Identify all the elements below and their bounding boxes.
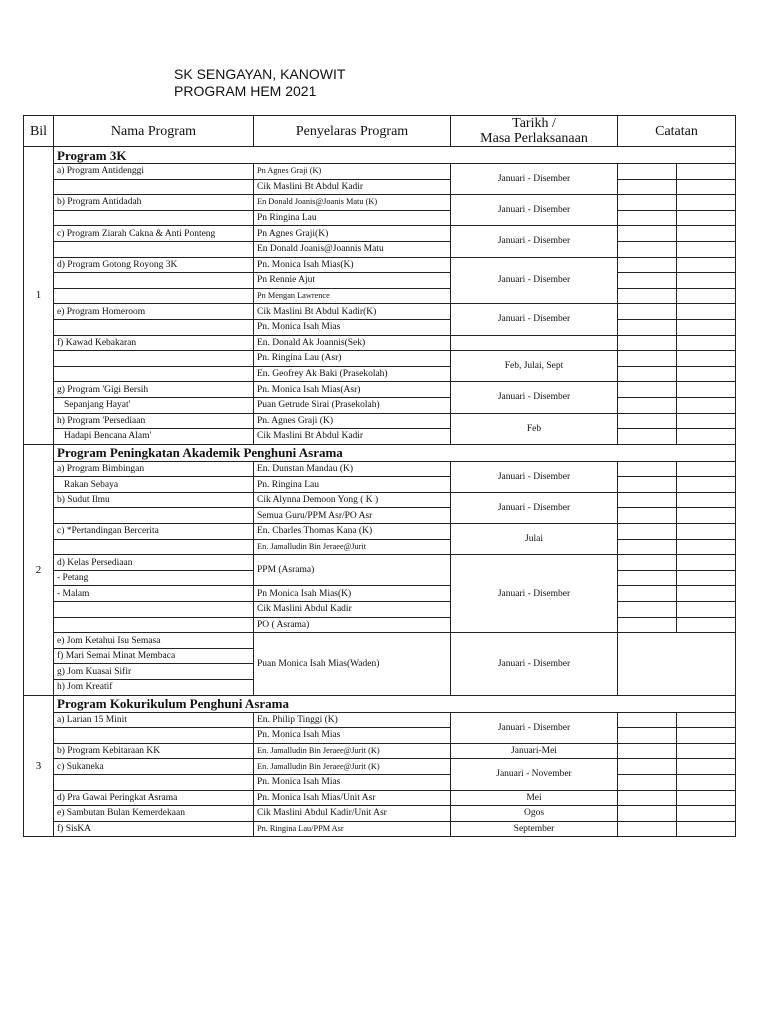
program-name: d) Kelas Persediaan <box>54 555 254 571</box>
program-name <box>54 602 254 618</box>
table-row <box>24 759 736 775</box>
coordinator: Pn. Monica Isah Mias <box>254 774 451 790</box>
table-row <box>24 774 736 790</box>
program-name: b) Sudut Ilmu <box>54 492 254 508</box>
program-name: - Malam <box>54 586 254 602</box>
coordinator: Pn. Ringina Lau (Asr) <box>254 351 451 367</box>
table-row <box>24 335 736 351</box>
section-title: Program 3K <box>54 147 736 164</box>
program-name: - Petang <box>54 570 254 586</box>
schedule: Feb <box>451 413 618 444</box>
program-table <box>23 115 736 837</box>
table-row <box>24 195 736 211</box>
catatan-cell <box>677 288 736 304</box>
program-name: a) Program Bimbingan <box>54 461 254 477</box>
table-row <box>24 226 736 242</box>
catatan-cell <box>618 508 677 524</box>
section-title: Program Peningkatan Akademik Penghuni Asrama <box>54 444 736 461</box>
catatan-cell <box>618 555 677 571</box>
table-row <box>24 633 736 649</box>
table-row <box>24 429 736 445</box>
coordinator: Pn. Monica Isah Mias <box>254 319 451 335</box>
catatan-cell <box>618 743 677 759</box>
catatan-cell <box>677 319 736 335</box>
catatan-cell <box>677 806 736 822</box>
program-name: c) Sukaneka <box>54 759 254 775</box>
schedule: Januari - Disember <box>451 164 618 195</box>
program-name: d) Program Gotong Royong 3K <box>54 257 254 273</box>
coordinator: Puan Monica Isah Mias(Waden) <box>254 633 451 695</box>
program-name: e) Program Homeroom <box>54 304 254 320</box>
program-name: f) SisKA <box>54 821 254 837</box>
program-name <box>54 179 254 195</box>
catatan-cell <box>677 821 736 837</box>
schedule: Januari - Disember <box>451 382 618 413</box>
catatan-cell <box>618 382 677 398</box>
coordinator: Puan Getrude Sirai (Prasekolah) <box>254 397 451 413</box>
catatan-cell <box>677 790 736 806</box>
coordinator: Pn. Agnes Graji (K) <box>254 413 451 429</box>
schedule: Feb, Julai, Sept <box>451 351 618 382</box>
catatan-cell <box>677 570 736 586</box>
table-row <box>24 413 736 429</box>
program-name <box>54 273 254 289</box>
schedule: Januari - Disember <box>451 304 618 335</box>
coordinator: PPM (Asrama) <box>254 555 451 586</box>
catatan-cell <box>618 226 677 242</box>
coordinator: Cik Maslini Bt Abdul Kadir(K) <box>254 304 451 320</box>
coordinator: Pn Mengan Lawrence <box>254 288 451 304</box>
catatan-cell <box>618 366 677 382</box>
catatan-cell <box>677 508 736 524</box>
section-number: 2 <box>24 444 54 695</box>
catatan-cell <box>677 712 736 728</box>
program-name: Sepanjang Hayat' <box>54 397 254 413</box>
schedule: September <box>451 821 618 837</box>
schedule: Januari - Disember <box>451 461 618 492</box>
catatan-cell <box>618 602 677 618</box>
catatan-cell <box>677 602 736 618</box>
coordinator: Cik Maslini Abdul Kadir <box>254 602 451 618</box>
table-row <box>24 164 736 180</box>
schedule: Januari - Disember <box>451 633 618 695</box>
coordinator: En. Jamalludin Bin Jeraee@Jurit (K) <box>254 743 451 759</box>
catatan-cell <box>618 774 677 790</box>
col-header-nama-program: Nama Program <box>54 116 254 147</box>
catatan-cell <box>677 257 736 273</box>
schedule: Januari - Disember <box>451 226 618 257</box>
catatan-cell <box>677 759 736 775</box>
catatan-cell <box>677 492 736 508</box>
table-row <box>24 477 736 493</box>
catatan-cell <box>618 210 677 226</box>
catatan-cell <box>618 633 736 695</box>
program-name: Rakan Sebaya <box>54 477 254 493</box>
program-name: h) Program 'Persediaan <box>54 413 254 429</box>
table-row <box>24 273 736 289</box>
table-row <box>24 461 736 477</box>
table-row <box>24 210 736 226</box>
program-name: g) Program 'Gigi Bersih <box>54 382 254 398</box>
program-name: a) Larian 15 Minit <box>54 712 254 728</box>
col-header-catatan: Catatan <box>618 116 736 147</box>
table-row <box>24 382 736 398</box>
table-row <box>24 304 736 320</box>
catatan-cell <box>677 164 736 180</box>
coordinator: En. Geofrey Ak Baki (Prasekolah) <box>254 366 451 382</box>
coordinator: En. Charles Thomas Kana (K) <box>254 524 451 540</box>
program-name <box>54 728 254 744</box>
table-row <box>24 806 736 822</box>
program-name: c) Program Ziarah Cakna & Anti Ponteng <box>54 226 254 242</box>
catatan-cell <box>618 319 677 335</box>
catatan-cell <box>677 382 736 398</box>
program-name <box>54 210 254 226</box>
schedule: Januari - Disember <box>451 492 618 523</box>
catatan-cell <box>618 413 677 429</box>
schedule: Januari - Disember <box>451 712 618 743</box>
section-number: 1 <box>24 147 54 445</box>
col-header-tarikh-line2: Masa Perlaksanaan <box>480 131 588 146</box>
coordinator: Pn. Ringina Lau/PPM Asr <box>254 821 451 837</box>
table-row <box>24 821 736 837</box>
catatan-cell <box>618 164 677 180</box>
coordinator: Pn Monica Isah Mias(K) <box>254 586 451 602</box>
table-row <box>24 241 736 257</box>
table-row <box>24 539 736 555</box>
catatan-cell <box>677 241 736 257</box>
catatan-cell <box>618 179 677 195</box>
catatan-cell <box>677 461 736 477</box>
coordinator: Cik Maslini Bt Abdul Kadir <box>254 429 451 445</box>
catatan-cell <box>618 288 677 304</box>
program-name <box>54 241 254 257</box>
catatan-cell <box>618 821 677 837</box>
catatan-cell <box>677 728 736 744</box>
catatan-cell <box>677 210 736 226</box>
schedule: Januari - Disember <box>451 555 618 633</box>
catatan-cell <box>677 273 736 289</box>
schedule: Januari - Disember <box>451 195 618 226</box>
program-name: e) Sambutan Bulan Kemerdekaan <box>54 806 254 822</box>
catatan-cell <box>677 555 736 571</box>
catatan-cell <box>618 728 677 744</box>
catatan-cell <box>618 759 677 775</box>
coordinator: Pn. Monica Isah Mias(Asr) <box>254 382 451 398</box>
coordinator: En Donald Joanis@Joanis Matu (K) <box>254 195 451 211</box>
program-name: d) Pra Gawai Peringkat Asrama <box>54 790 254 806</box>
col-header-penyelaras: Penyelaras Program <box>254 116 451 147</box>
section-title: Program Kokurikulum Penghuni Asrama <box>54 695 736 712</box>
catatan-cell <box>677 226 736 242</box>
schedule: Mei <box>451 790 618 806</box>
catatan-cell <box>677 539 736 555</box>
program-name: f) Mari Semai Minat Membaca <box>54 648 254 664</box>
program-name: f) Kawad Kebakaran <box>54 335 254 351</box>
catatan-cell <box>677 366 736 382</box>
table-row <box>24 602 736 618</box>
catatan-cell <box>618 790 677 806</box>
catatan-cell <box>618 477 677 493</box>
table-row <box>24 366 736 382</box>
table-row <box>24 319 736 335</box>
schedule: Ogos <box>451 806 618 822</box>
catatan-cell <box>677 477 736 493</box>
section-row <box>24 444 736 461</box>
catatan-cell <box>677 524 736 540</box>
table-row <box>24 492 736 508</box>
coordinator: En. Jamalludin Bin Jeraee@Jurit (K) <box>254 759 451 775</box>
schedule: Januari - November <box>451 759 618 790</box>
catatan-cell <box>618 257 677 273</box>
document-header <box>174 66 345 100</box>
coordinator: Cik Maslini Bt Abdul Kadir <box>254 179 451 195</box>
table-row <box>24 555 736 571</box>
program-name <box>54 366 254 382</box>
table-row <box>24 397 736 413</box>
program-name <box>54 617 254 633</box>
school-name: SK SENGAYAN, KANOWIT <box>174 66 346 82</box>
col-header-bil: Bil <box>24 116 54 147</box>
schedule: Januari - Disember <box>451 257 618 304</box>
coordinator: Pn. Monica Isah Mias(K) <box>254 257 451 273</box>
catatan-cell <box>618 241 677 257</box>
table-row <box>24 179 736 195</box>
schedule: Julai <box>451 524 618 555</box>
program-name: g) Jom Kuasai Sifir <box>54 664 254 680</box>
program-name: Hadapi Bencana Alam' <box>54 429 254 445</box>
coordinator: Pn. Monica Isah Mias/Unit Asr <box>254 790 451 806</box>
col-header-tarikh <box>451 116 618 147</box>
coordinator: Cik Alynna Demoon Yong ( K ) <box>254 492 451 508</box>
coordinator: En Donald Joanis@Joannis Matu <box>254 241 451 257</box>
catatan-cell <box>618 524 677 540</box>
program-name: c) *Pertandingan Bercerita <box>54 524 254 540</box>
coordinator: Cik Maslini Abdul Kadir/Unit Asr <box>254 806 451 822</box>
coordinator: Pn Agnes Graji (K) <box>254 164 451 180</box>
catatan-cell <box>618 461 677 477</box>
coordinator: En. Jamalludin Bin Jeraee@Jurit <box>254 539 451 555</box>
coordinator: En. Donald Ak Joannis(Sek) <box>254 335 451 351</box>
catatan-cell <box>618 304 677 320</box>
program-name: e) Jom Ketahui Isu Semasa <box>54 633 254 649</box>
catatan-cell <box>618 492 677 508</box>
catatan-cell <box>618 806 677 822</box>
catatan-cell <box>677 179 736 195</box>
table-row <box>24 288 736 304</box>
coordinator: PO ( Asrama) <box>254 617 451 633</box>
catatan-cell <box>677 397 736 413</box>
table-row <box>24 712 736 728</box>
catatan-cell <box>618 397 677 413</box>
catatan-cell <box>677 743 736 759</box>
program-name <box>54 774 254 790</box>
schedule <box>451 335 618 351</box>
coordinator: Pn Agnes Graji(K) <box>254 226 451 242</box>
catatan-cell <box>618 351 677 367</box>
program-name: b) Program Kebitaraan KK <box>54 743 254 759</box>
program-name <box>54 508 254 524</box>
catatan-cell <box>618 273 677 289</box>
catatan-cell <box>618 586 677 602</box>
catatan-cell <box>618 429 677 445</box>
catatan-cell <box>677 774 736 790</box>
table-row <box>24 524 736 540</box>
program-name <box>54 288 254 304</box>
catatan-cell <box>677 351 736 367</box>
program-name <box>54 319 254 335</box>
table-row <box>24 743 736 759</box>
catatan-cell <box>618 539 677 555</box>
program-name <box>54 539 254 555</box>
coordinator: Pn. Ringina Lau <box>254 477 451 493</box>
catatan-cell <box>618 335 677 351</box>
table-row <box>24 586 736 602</box>
coordinator: En. Dunstan Mandau (K) <box>254 461 451 477</box>
section-row <box>24 147 736 164</box>
catatan-cell <box>618 712 677 728</box>
table-row <box>24 617 736 633</box>
table-row <box>24 351 736 367</box>
table-row <box>24 508 736 524</box>
table-header-row <box>24 116 736 147</box>
catatan-cell <box>677 586 736 602</box>
catatan-cell <box>677 617 736 633</box>
program-name: a) Program Antidenggi <box>54 164 254 180</box>
catatan-cell <box>677 413 736 429</box>
document-title: PROGRAM HEM 2021 <box>174 83 317 99</box>
table-row <box>24 728 736 744</box>
catatan-cell <box>618 617 677 633</box>
catatan-cell <box>677 195 736 211</box>
catatan-cell <box>677 429 736 445</box>
program-name <box>54 351 254 367</box>
coordinator: Pn Ringina Lau <box>254 210 451 226</box>
coordinator: Semua Guru/PPM Asr/PO Asr <box>254 508 451 524</box>
table-row <box>24 257 736 273</box>
program-name: b) Program Antidadah <box>54 195 254 211</box>
catatan-cell <box>677 335 736 351</box>
section-row <box>24 695 736 712</box>
program-name: h) Jom Kreatif <box>54 680 254 696</box>
catatan-cell <box>677 304 736 320</box>
coordinator: En. Philip Tinggi (K) <box>254 712 451 728</box>
coordinator: Pn. Monica Isah Mias <box>254 728 451 744</box>
schedule: Januari-Mei <box>451 743 618 759</box>
catatan-cell <box>618 570 677 586</box>
coordinator: Pn Rennie Ajut <box>254 273 451 289</box>
catatan-cell <box>618 195 677 211</box>
section-number: 3 <box>24 695 54 837</box>
col-header-tarikh-line1: Tarikh / <box>512 116 556 131</box>
table-row <box>24 790 736 806</box>
